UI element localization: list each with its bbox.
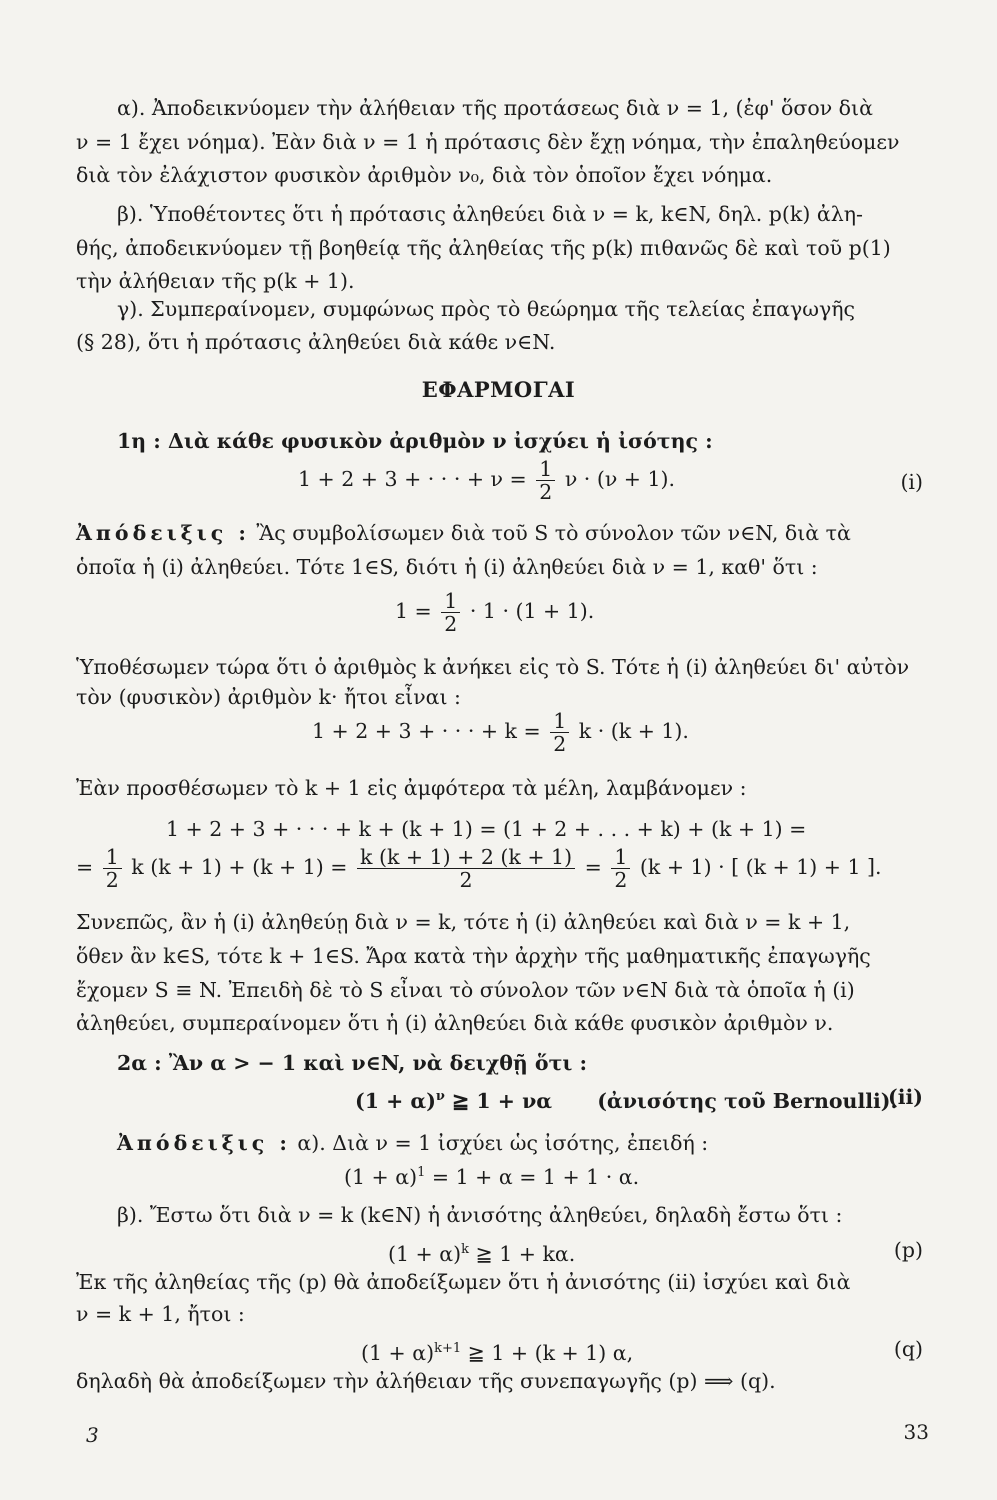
text-line: ἀληθεύει, συμπεραίνομεν ὅτι ἡ (i) ἀληθεύει διὰ κάθε φυσικὸν ἀριθμὸν ν. xyxy=(76,1011,834,1035)
denominator: 2 xyxy=(553,732,567,756)
equation-note: (ἀνισότης τοῦ Bernoulli). xyxy=(597,1088,898,1113)
text-line: τὸν (φυσικὸν) ἀριθμὸν k· ἤτοι εἶναι : xyxy=(76,685,461,709)
numerator: 1 xyxy=(103,846,122,869)
equation-base: (1 + α) xyxy=(344,1164,418,1189)
numerator: k (k + 1) + 2 (k + 1) xyxy=(357,846,575,869)
text-line: Ὑποθέσωμεν τώρα ὅτι ὁ ἀριθμὸς k ἀνήκει εἰς τὸ S. Τότε ἡ (i) ἀληθεύει δι' αὐτὸν xyxy=(76,655,910,679)
equation: 1 + 2 + 3 + · · · + k + (k + 1) = (1 + 2 + . . . + k) + (k + 1) = xyxy=(166,817,807,841)
equation-right: ≧ 1 + kα. xyxy=(468,1241,576,1266)
page-number: 33 xyxy=(903,1420,929,1444)
text-line: β). Ὑποθέτοντες ὅτι ἡ πρότασις ἀληθεύει διὰ ν = k, k∈N, δηλ. p(k) ἀλη- xyxy=(117,202,863,226)
text-line: Συνεπῶς, ἂν ἡ (i) ἀληθεύῃ διὰ ν = k, τότε ἡ (i) ἀληθεύει καὶ διὰ ν = k + 1, xyxy=(76,910,851,934)
equation-base: (1 + α) xyxy=(388,1241,462,1266)
text-line: β). Ἔστω ὅτι διὰ ν = k (k∈N) ἡ ἀνισότης ἀληθεύει, δηλαδὴ ἔστω ὅτι : xyxy=(117,1203,843,1227)
equation xyxy=(395,590,594,635)
text-line: διὰ τὸν ἐλάχιστον φυσικὸν ἀριθμὸν ν₀, διὰ τὸν ὁποῖον ἔχει νόημα. xyxy=(76,163,773,187)
fraction xyxy=(441,590,460,635)
equation xyxy=(344,1161,639,1189)
exponent: 1 xyxy=(417,1165,426,1180)
exponent: k xyxy=(461,1242,469,1257)
equals: = xyxy=(76,855,94,879)
text-line: ν = k + 1, ἤτοι : xyxy=(76,1302,245,1326)
equation xyxy=(298,458,675,503)
equals: = xyxy=(584,855,602,879)
equation xyxy=(312,710,689,755)
equation-right: ≧ 1 + να xyxy=(444,1088,553,1113)
equation-base: (1 + α) xyxy=(355,1088,436,1113)
equation-tag: (q) xyxy=(893,1337,923,1361)
fraction xyxy=(550,710,569,755)
equation-right: ≧ 1 + (k + 1) α, xyxy=(461,1340,634,1365)
denominator: 2 xyxy=(444,612,458,636)
equation-left: 1 + 2 + 3 + · · · + ν = xyxy=(298,467,527,491)
proof-text: α). Διὰ ν = 1 ἰσχύει ὡς ἰσότης, ἐπειδή : xyxy=(290,1131,709,1155)
text-line: Ἐκ τῆς ἀληθείας τῆς (p) θὰ ἀποδείξωμεν ὅτι ἡ ἀνισότης (ii) ἰσχύει καὶ διὰ xyxy=(76,1270,851,1294)
equation xyxy=(76,846,882,891)
proof-label: Ἀπόδειξις : xyxy=(117,1131,291,1155)
text-line: ὁποῖα ἡ (i) ἀληθεύει. Τότε 1∈S, διότι ἡ (i) ἀληθεύει διὰ ν = 1, καθ' ὅτι : xyxy=(76,555,818,579)
denominator: 2 xyxy=(105,868,119,892)
text-line xyxy=(117,1131,708,1155)
fraction xyxy=(357,846,575,891)
equation-part: k (k + 1) + (k + 1) = xyxy=(131,855,348,879)
text-line xyxy=(76,521,851,545)
denominator: 2 xyxy=(614,868,628,892)
text-line: δηλαδὴ θὰ ἀποδείξωμεν τὴν ἀλήθειαν τῆς συνεπαγωγῆς (p) ⟹ (q). xyxy=(76,1369,776,1393)
exponent: k+1 xyxy=(434,1341,462,1356)
text-line: (§ 28), ὅτι ἡ πρότασις ἀληθεύει διὰ κάθε ν∈N. xyxy=(76,330,556,354)
text-line: ὅθεν ἂν k∈S, τότε k + 1∈S. Ἄρα κατὰ τὴν ἀρχὴν τῆς μαθηματικῆς ἐπαγωγῆς xyxy=(76,944,871,968)
text-line: θής, ἀποδεικνύομεν τῇ βοηθείᾳ τῆς ἀληθείας τῆς p(k) πιθανῶς δὲ καὶ τοῦ p(1) xyxy=(76,236,891,260)
equation xyxy=(355,1085,898,1113)
denominator: 2 xyxy=(459,868,473,892)
equation-part: (k + 1) · [ (k + 1) + 1 ]. xyxy=(639,855,882,879)
exercise-title: 1η : Διὰ κάθε φυσικὸν ἀριθμὸν ν ἰσχύει ἡ ἰσότης : xyxy=(117,429,713,453)
section-heading: ΕΦΑΡΜΟΓΑΙ xyxy=(421,377,576,402)
equation-left: 1 + 2 + 3 + · · · + k = xyxy=(312,719,541,743)
denominator: 2 xyxy=(539,480,553,504)
equation-tag: (ii) xyxy=(888,1085,923,1109)
text-line: α). Ἀποδεικνύομεν τὴν ἀλήθειαν τῆς προτάσεως διὰ ν = 1, (ἐφ' ὅσον διὰ xyxy=(117,96,873,120)
equation-base: (1 + α) xyxy=(361,1340,435,1365)
numerator: 1 xyxy=(550,710,569,733)
exercise-title: 2α : Ἂν α > − 1 καὶ ν∈N, νὰ δειχθῇ ὅτι : xyxy=(117,1051,588,1075)
equation-right: k · (k + 1). xyxy=(578,719,689,743)
proof-label: Ἀπόδειξις : xyxy=(76,521,250,545)
text-line: ν = 1 ἔχει νόημα). Ἐὰν διὰ ν = 1 ἡ πρότασις δὲν ἔχῃ νόημα, τὴν ἐπαληθεύομεν xyxy=(76,130,900,154)
equation-left: 1 = xyxy=(395,599,432,623)
equation-tag: (p) xyxy=(893,1238,923,1262)
equation-right: = 1 + α = 1 + 1 · α. xyxy=(425,1164,640,1189)
signature-mark: 3 xyxy=(86,1423,99,1447)
equation xyxy=(388,1238,575,1266)
text-line: Ἐὰν προσθέσωμεν τὸ k + 1 εἰς ἀμφότερα τὰ μέλη, λαμβάνομεν : xyxy=(76,776,747,800)
fraction xyxy=(611,846,630,891)
text-line: γ). Συμπεραίνομεν, συμφώνως πρὸς τὸ θεώρημα τῆς τελείας ἐπαγωγῆς xyxy=(117,297,855,321)
fraction xyxy=(103,846,122,891)
text-line: τὴν ἀλήθειαν τῆς p(k + 1). xyxy=(76,269,355,293)
numerator: 1 xyxy=(441,590,460,613)
numerator: 1 xyxy=(536,458,555,481)
numerator: 1 xyxy=(611,846,630,869)
equation xyxy=(361,1337,633,1365)
equation-right: · 1 · (1 + 1). xyxy=(469,599,595,623)
exponent: ν xyxy=(435,1089,445,1104)
equation-right: ν · (ν + 1). xyxy=(564,467,676,491)
text-line: ἔχομεν S ≡ N. Ἐπειδὴ δὲ τὸ S εἶναι τὸ σύνολον τῶν ν∈N διὰ τὰ ὁποῖα ἡ (i) xyxy=(76,978,855,1002)
equation-tag: (i) xyxy=(900,470,923,494)
fraction xyxy=(536,458,555,503)
proof-text: Ἂς συμβολίσωμεν διὰ τοῦ S τὸ σύνολον τῶν ν∈N, διὰ τὰ xyxy=(249,521,851,545)
